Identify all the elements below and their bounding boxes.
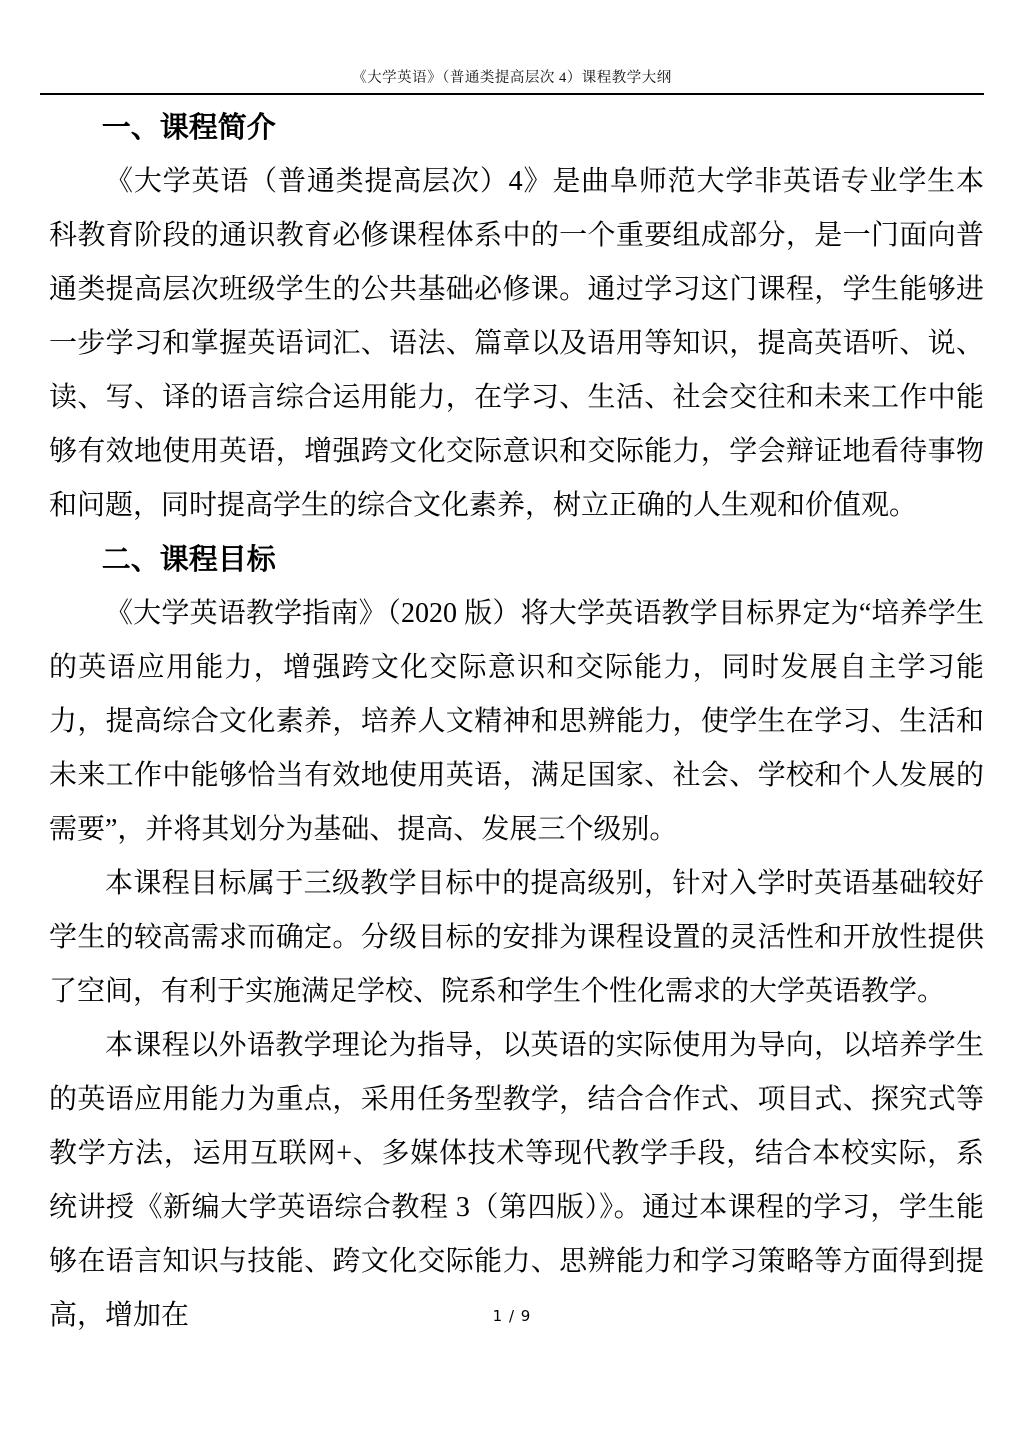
- page-number-indicator: 1 / 9: [492, 1307, 532, 1325]
- paragraph-objectives-methods: 本课程以外语教学理论为指导，以英语的实际使用为导向，以培养学生的英语应用能力为重点，采用任务型教学，结合合作式、项目式、探究式等教学方法，运用互联网+、多媒体技术等现代教学手段，结合本校实际，系统讲授《新编大学英语综合教程 3（第四版）》。通过本课程的学习，学生能够在语言知识与技能、跨文化交际能力、思辨能力和学习策略等方面得到提高，增加在: [49, 1030, 984, 1331]
- paragraph-course-intro: 《大学英语（普通类提高层次）4》是曲阜师范大学非英语专业学生本科教育阶段的通识教育必修课程体系中的一个重要组成部分，是一门面向普通类提高层次班级学生的公共基础必修课。通过学习这门课程，学生能够进一步学习和掌握英语词汇、语法、篇章以及语用等知识，提高英语听、说、读、写、译的语言综合运用能力，在学习、生活、社会交往和未来工作中能够有效地使用英语，增强跨文化交际意识和交际能力，学会辩证地看待事物和问题，同时提高学生的综合文化素养，树立正确的人生观和价值观。: [49, 166, 984, 521]
- section-heading-course-objectives: 二、课程目标: [101, 544, 276, 576]
- page-footer: [0, 1306, 1024, 1326]
- section-heading-course-intro: 一、课程简介: [101, 112, 276, 144]
- header-title: 《大学英语》（普通类提高层次 4）课程教学大纲: [352, 70, 672, 86]
- page-header: [40, 68, 984, 95]
- paragraph-objectives-level: 本课程目标属于三级教学目标中的提高级别，针对入学时英语基础较好学生的较高需求而确定。分级目标的安排为课程设置的灵活性和开放性提供了空间，有利于实施满足学校、院系和学生个性化需求的大学英语教学。: [49, 868, 984, 1007]
- paragraph-objectives-guideline: 《大学英语教学指南》（2020 版）将大学英语教学目标界定为“培养学生的英语应用能力，增强跨文化交际意识和交际能力，同时发展自主学习能力，提高综合文化素养，培养人文精神和思辨能力，使学生在学习、生活和未来工作中能够恰当有效地使用英语，满足国家、社会、学校和个人发展的需要”，并将其划分为基础、提高、发展三个级别。: [49, 598, 984, 845]
- document-body: [49, 101, 984, 1343]
